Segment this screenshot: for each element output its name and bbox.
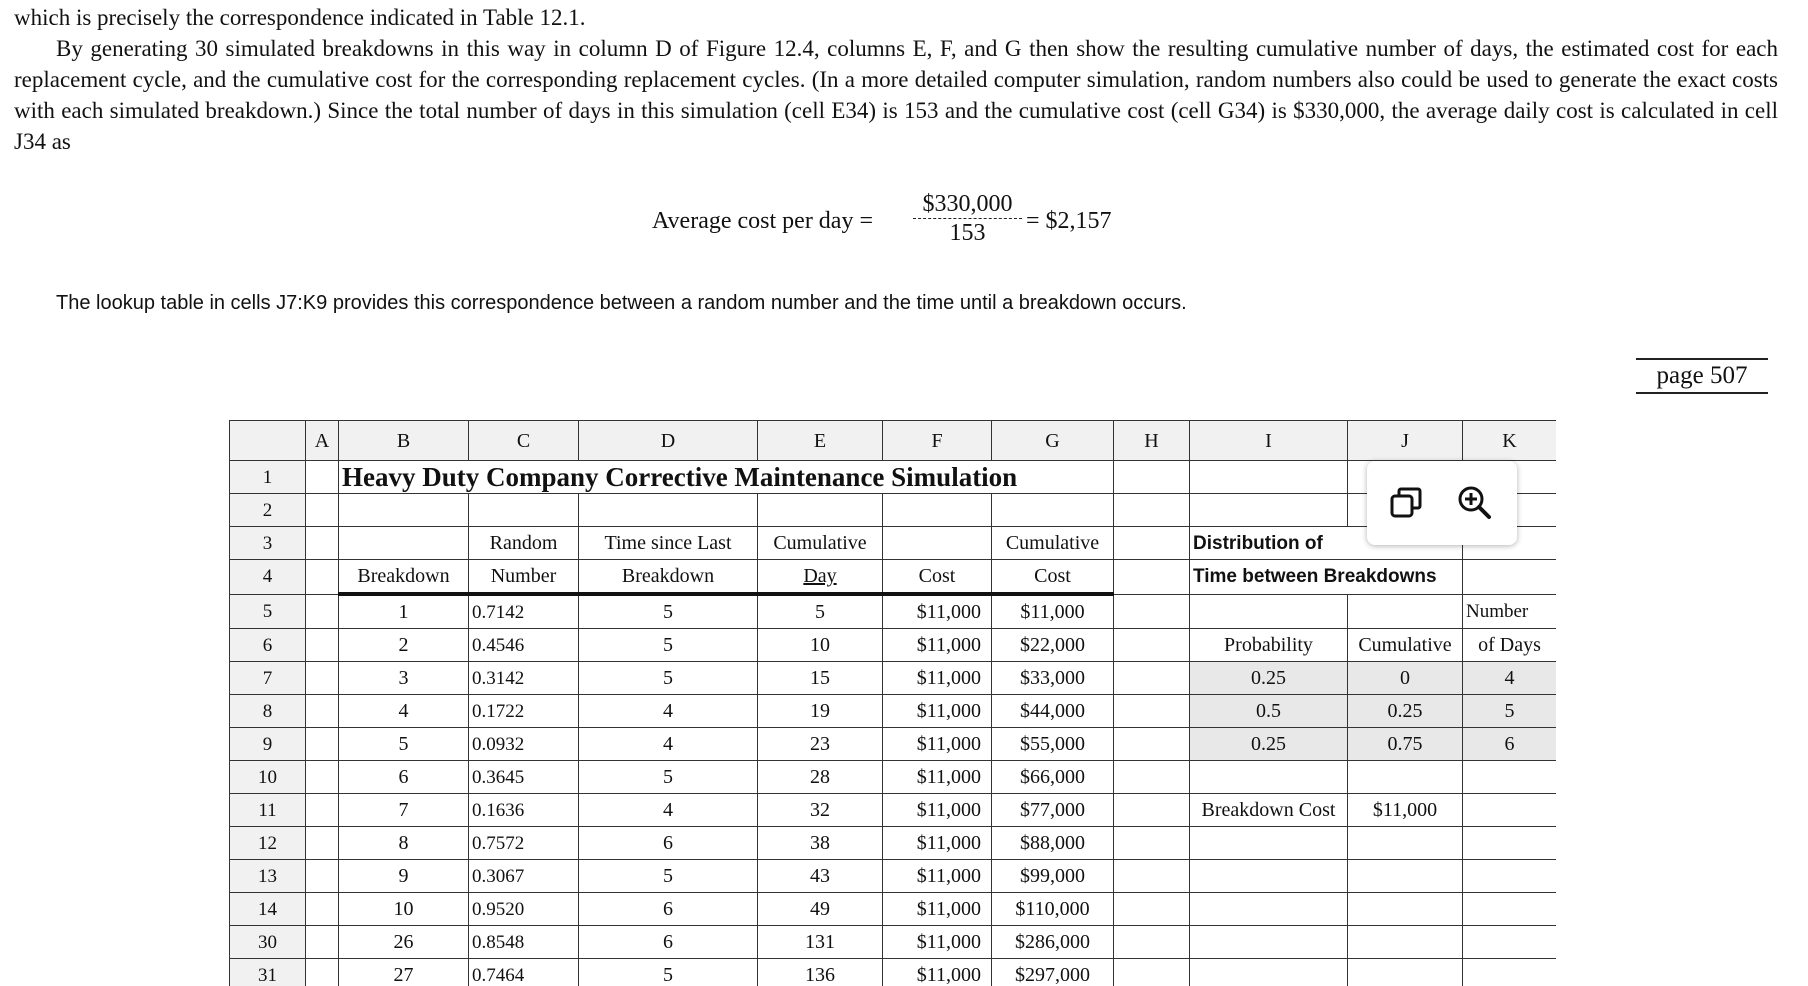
cell-a xyxy=(306,594,339,629)
time-since-last-cell: 4 xyxy=(579,728,758,761)
dist-col-j-cell xyxy=(1348,959,1463,986)
header-day: Day xyxy=(758,560,883,595)
row-number: 10 xyxy=(230,761,306,794)
cell-h xyxy=(1114,761,1190,794)
breakdown-cell: 6 xyxy=(339,761,469,794)
row-number: 11 xyxy=(230,794,306,827)
dist-col-i-cell: 0.5 xyxy=(1190,695,1348,728)
cell-a xyxy=(306,926,339,959)
row-number: 8 xyxy=(230,695,306,728)
sheet-row-4 xyxy=(230,560,1557,595)
table-row xyxy=(230,761,1557,794)
cumulative-cost-cell: $22,000 xyxy=(992,629,1114,662)
cumulative-day-cell: 15 xyxy=(758,662,883,695)
dist-col-k-cell: 4 xyxy=(1463,662,1557,695)
row-number: 12 xyxy=(230,827,306,860)
cumulative-day-cell: 23 xyxy=(758,728,883,761)
cell-a xyxy=(306,695,339,728)
cost-cell: $11,000 xyxy=(883,893,992,926)
breakdown-cell: 7 xyxy=(339,794,469,827)
dist-col-i-cell: Probability xyxy=(1190,629,1348,662)
dist-col-j-cell: 0.75 xyxy=(1348,728,1463,761)
dist-col-j-cell: Cumulative xyxy=(1348,629,1463,662)
formula-numerator: $330,000 xyxy=(913,190,1022,219)
random-number-cell: 0.8548 xyxy=(469,926,579,959)
time-since-last-cell: 5 xyxy=(579,629,758,662)
cell-a xyxy=(306,860,339,893)
table-row xyxy=(230,959,1557,986)
cell-h xyxy=(1114,959,1190,986)
cell-h xyxy=(1114,794,1190,827)
breakdown-cell: 27 xyxy=(339,959,469,986)
zoom-in-icon[interactable] xyxy=(1455,483,1495,523)
cell-h xyxy=(1114,893,1190,926)
dist-col-k-cell xyxy=(1463,926,1557,959)
dist-col-i-cell xyxy=(1190,893,1348,926)
random-number-cell: 0.7464 xyxy=(469,959,579,986)
cost-cell: $11,000 xyxy=(883,594,992,629)
sheet-row-2 xyxy=(230,494,1557,527)
spreadsheet-table xyxy=(229,420,1556,986)
spreadsheet-figure xyxy=(229,420,1556,986)
cost-cell: $11,000 xyxy=(883,827,992,860)
time-since-last-cell: 4 xyxy=(579,794,758,827)
cumulative-day-cell: 136 xyxy=(758,959,883,986)
cumulative-cost-cell: $110,000 xyxy=(992,893,1114,926)
dist-col-k-cell: Number xyxy=(1463,594,1557,629)
time-since-last-cell: 5 xyxy=(579,860,758,893)
time-since-last-cell: 6 xyxy=(579,893,758,926)
cumulative-day-cell: 131 xyxy=(758,926,883,959)
header-number: Number xyxy=(469,560,579,595)
formula-fraction xyxy=(913,190,1022,247)
cell-h xyxy=(1114,594,1190,629)
random-number-cell: 0.7142 xyxy=(469,594,579,629)
dist-col-j-cell: 0.25 xyxy=(1348,695,1463,728)
cost-cell: $11,000 xyxy=(883,926,992,959)
row-number: 6 xyxy=(230,629,306,662)
breakdown-cell: 5 xyxy=(339,728,469,761)
cell-h xyxy=(1114,662,1190,695)
column-header-e[interactable]: E xyxy=(758,421,883,461)
cost-cell: $11,000 xyxy=(883,794,992,827)
table-row xyxy=(230,594,1557,629)
breakdown-cell: 4 xyxy=(339,695,469,728)
cell-h xyxy=(1114,860,1190,893)
random-number-cell: 0.3067 xyxy=(469,860,579,893)
breakdown-cell: 2 xyxy=(339,629,469,662)
cell-h xyxy=(1114,728,1190,761)
dist-col-i-cell xyxy=(1190,594,1348,629)
cumulative-day-cell: 38 xyxy=(758,827,883,860)
cost-cell: $11,000 xyxy=(883,959,992,986)
cumulative-cost-cell: $286,000 xyxy=(992,926,1114,959)
dist-col-i-cell: 0.25 xyxy=(1190,662,1348,695)
time-since-last-cell: 6 xyxy=(579,926,758,959)
cumulative-day-cell: 32 xyxy=(758,794,883,827)
header-cumulative-cost: Cumulative xyxy=(992,527,1114,560)
random-number-cell: 0.4546 xyxy=(469,629,579,662)
cell-a xyxy=(306,629,339,662)
dist-col-k-cell xyxy=(1463,860,1557,893)
cost-cell: $11,000 xyxy=(883,761,992,794)
column-header-d[interactable]: D xyxy=(579,421,758,461)
cumulative-day-cell: 49 xyxy=(758,893,883,926)
column-header-h[interactable]: H xyxy=(1114,421,1190,461)
formula-rhs: = $2,157 xyxy=(1026,208,1112,234)
cell-a xyxy=(306,662,339,695)
cumulative-day-cell: 43 xyxy=(758,860,883,893)
header-cumulative: Cumulative xyxy=(758,527,883,560)
dist-title-line2: Time between Breakdowns xyxy=(1190,560,1463,595)
cell-a xyxy=(306,761,339,794)
dist-title-line1: Distribution of xyxy=(1190,527,1463,560)
cumulative-cost-cell: $99,000 xyxy=(992,860,1114,893)
column-header-row xyxy=(230,421,1557,461)
dist-col-k-cell: 5 xyxy=(1463,695,1557,728)
dist-col-i-cell xyxy=(1190,959,1348,986)
cell-h xyxy=(1114,827,1190,860)
dist-col-i-cell: 0.25 xyxy=(1190,728,1348,761)
random-number-cell: 0.1722 xyxy=(469,695,579,728)
dist-col-k-cell xyxy=(1463,761,1557,794)
cumulative-cost-cell: $88,000 xyxy=(992,827,1114,860)
paragraph-intro: which is precisely the correspondence indicated in Table 12.1. xyxy=(14,5,586,30)
dist-col-i-cell xyxy=(1190,827,1348,860)
column-header-a[interactable]: A xyxy=(306,421,339,461)
random-number-cell: 0.3645 xyxy=(469,761,579,794)
cell-a xyxy=(306,794,339,827)
header-breakdown-2: Breakdown xyxy=(579,560,758,595)
cumulative-cost-cell: $297,000 xyxy=(992,959,1114,986)
cumulative-cost-cell: $66,000 xyxy=(992,761,1114,794)
row-number: 9 xyxy=(230,728,306,761)
dist-col-i-cell xyxy=(1190,926,1348,959)
cost-cell: $11,000 xyxy=(883,695,992,728)
page-number: page 507 xyxy=(1636,358,1768,394)
dist-col-j-cell xyxy=(1348,893,1463,926)
row-number: 7 xyxy=(230,662,306,695)
breakdown-cell: 9 xyxy=(339,860,469,893)
lookup-table-note: The lookup table in cells J7:K9 provides this correspondence between a random number and the time until a breakdown occurs. xyxy=(56,292,1187,314)
row-number: 13 xyxy=(230,860,306,893)
column-header-g[interactable]: G xyxy=(992,421,1114,461)
dist-col-i-cell xyxy=(1190,860,1348,893)
sheet-row-3 xyxy=(230,527,1557,560)
random-number-cell: 0.7572 xyxy=(469,827,579,860)
dist-col-k-cell: of Days xyxy=(1463,629,1557,662)
paragraph-simulation: By generating 30 simulated breakdowns in this way in column D of Figure 12.4, columns E, F, and G then show the resulting cumulative number of days, the estimated cost for each replacement cycle, and the cumulative cost for the corresponding replacement cycles. (In a more detailed computer simulation, random numbers also could be used to generate the exact costs with each simulated breakdown.) Since the total number of days in this simulation (cell E34) is 153 and the cumulative cost (cell G34) is $330,000, the average daily cost is calculated in cell J34 as xyxy=(14,36,1778,154)
row-number: 30 xyxy=(230,926,306,959)
column-header-b[interactable]: B xyxy=(339,421,469,461)
cell-a xyxy=(306,827,339,860)
row-number: 5 xyxy=(230,594,306,629)
column-header-c[interactable]: C xyxy=(469,421,579,461)
random-number-cell: 0.9520 xyxy=(469,893,579,926)
cumulative-day-cell: 5 xyxy=(758,594,883,629)
table-row xyxy=(230,926,1557,959)
table-row xyxy=(230,728,1557,761)
formula-lhs: Average cost per day = xyxy=(652,208,873,234)
dist-col-k-cell: 6 xyxy=(1463,728,1557,761)
table-row xyxy=(230,662,1557,695)
dist-col-j-cell xyxy=(1348,926,1463,959)
column-header-i[interactable]: I xyxy=(1190,421,1348,461)
row-number: 2 xyxy=(230,494,306,527)
cumulative-day-cell: 19 xyxy=(758,695,883,728)
sheet-row-1 xyxy=(230,461,1557,494)
dist-col-k-cell xyxy=(1463,959,1557,986)
cell-h xyxy=(1114,629,1190,662)
dist-col-k-cell xyxy=(1463,893,1557,926)
cell-h xyxy=(1114,926,1190,959)
dist-col-j-cell xyxy=(1348,594,1463,629)
random-number-cell: 0.1636 xyxy=(469,794,579,827)
time-since-last-cell: 5 xyxy=(579,761,758,794)
table-row xyxy=(230,827,1557,860)
random-number-cell: 0.0932 xyxy=(469,728,579,761)
formula-denominator: 153 xyxy=(949,220,986,246)
cost-cell: $11,000 xyxy=(883,728,992,761)
cell-a xyxy=(306,959,339,986)
dist-col-j-cell: 0 xyxy=(1348,662,1463,695)
random-number-cell: 0.3142 xyxy=(469,662,579,695)
cumulative-day-cell: 28 xyxy=(758,761,883,794)
time-since-last-cell: 4 xyxy=(579,695,758,728)
cell-a xyxy=(306,893,339,926)
copy-window-icon[interactable] xyxy=(1387,483,1427,523)
column-header-k[interactable]: K xyxy=(1463,421,1557,461)
breakdown-cell: 10 xyxy=(339,893,469,926)
dist-col-k-cell xyxy=(1463,794,1557,827)
cost-cell: $11,000 xyxy=(883,860,992,893)
breakdown-cell: 1 xyxy=(339,594,469,629)
sheet-title: Heavy Duty Company Corrective Maintenance Simulation xyxy=(339,461,1114,494)
cell-h xyxy=(1114,695,1190,728)
table-row xyxy=(230,860,1557,893)
breakdown-cell: 3 xyxy=(339,662,469,695)
cumulative-day-cell: 10 xyxy=(758,629,883,662)
dist-col-i-cell xyxy=(1190,761,1348,794)
header-random: Random xyxy=(469,527,579,560)
dist-col-j-cell: $11,000 xyxy=(1348,794,1463,827)
cost-cell: $11,000 xyxy=(883,629,992,662)
image-toolbar xyxy=(1367,461,1517,545)
header-time-since-last: Time since Last xyxy=(579,527,758,560)
breakdown-cell: 8 xyxy=(339,827,469,860)
row-number: 31 xyxy=(230,959,306,986)
time-since-last-cell: 6 xyxy=(579,827,758,860)
row-number: 14 xyxy=(230,893,306,926)
dist-col-j-cell xyxy=(1348,761,1463,794)
table-row xyxy=(230,695,1557,728)
header-cost: Cost xyxy=(883,560,992,595)
header-cost-2: Cost xyxy=(992,560,1114,595)
dist-col-i-cell: Breakdown Cost xyxy=(1190,794,1348,827)
time-since-last-cell: 5 xyxy=(579,662,758,695)
cumulative-cost-cell: $44,000 xyxy=(992,695,1114,728)
header-breakdown: Breakdown xyxy=(339,560,469,595)
table-row xyxy=(230,794,1557,827)
dist-col-j-cell xyxy=(1348,827,1463,860)
time-since-last-cell: 5 xyxy=(579,959,758,986)
corner-cell xyxy=(230,421,306,461)
breakdown-cell: 26 xyxy=(339,926,469,959)
cost-cell: $11,000 xyxy=(883,662,992,695)
cumulative-cost-cell: $77,000 xyxy=(992,794,1114,827)
column-header-j[interactable]: J xyxy=(1348,421,1463,461)
cumulative-cost-cell: $11,000 xyxy=(992,594,1114,629)
time-since-last-cell: 5 xyxy=(579,594,758,629)
cumulative-cost-cell: $33,000 xyxy=(992,662,1114,695)
table-row xyxy=(230,629,1557,662)
table-row xyxy=(230,893,1557,926)
column-header-f[interactable]: F xyxy=(883,421,992,461)
cell-a xyxy=(306,728,339,761)
row-number: 4 xyxy=(230,560,306,595)
row-number: 3 xyxy=(230,527,306,560)
cumulative-cost-cell: $55,000 xyxy=(992,728,1114,761)
dist-col-j-cell xyxy=(1348,860,1463,893)
dist-col-k-cell xyxy=(1463,827,1557,860)
row-number: 1 xyxy=(230,461,306,494)
